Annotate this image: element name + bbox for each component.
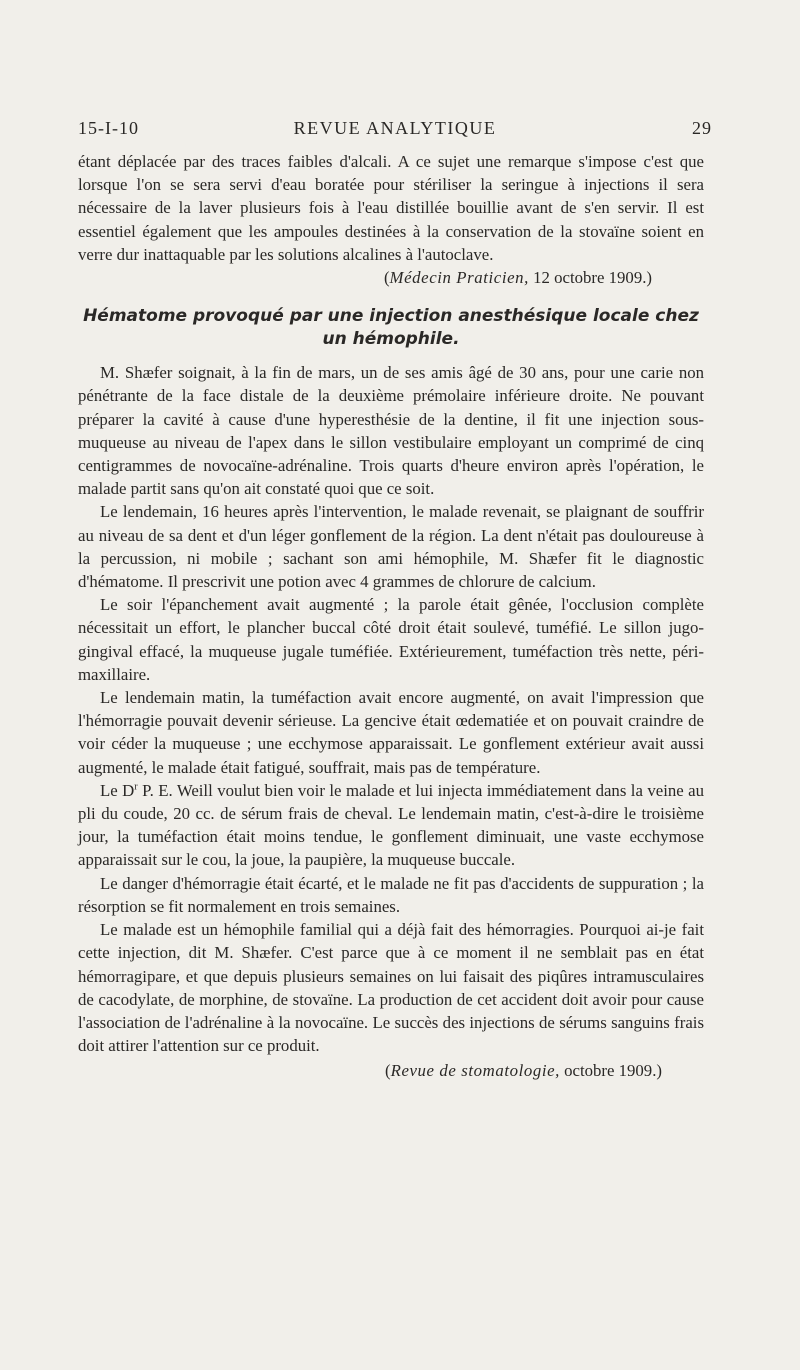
page-number: 29 <box>692 118 712 138</box>
article-paragraph: Le lendemain matin, la tuméfaction avait encore augmenté, on avait l'impression que l'hémorragie pouvait devenir sérieuse. La gencive était œdematiée et on pouvait craindre de voir céder la muqueuse ; une ecchymose apparaissait. Le gonflement extérieur avait aussi augmenté, le malade était fatigué, souffrait, mais pas de température. <box>78 688 704 777</box>
page-body <box>78 150 704 1083</box>
article-paragraph <box>78 779 704 872</box>
doctor-sup: r <box>134 781 138 793</box>
previous-article-source: (Médecin Praticien, 12 octobre 1909.) <box>383 268 652 288</box>
paragraph-text: Weill voulut bien voir le malade et lui injecta immédiatement dans la veine au pli du coude, 20 cc. de sérum frais de cheval. Le lendemain matin, c'est-à-dire le troisième jour, la tuméfaction était moins tendue, le gonflement diminuait, une vaste ecchymose apparaissait sur le cou, la joue, la paupière, la muqueuse buccale. <box>78 780 705 870</box>
journal-title: REVUE ANALYTIQUE <box>293 118 497 138</box>
article-paragraph: Le danger d'hémorragie était écarté, et le malade ne fit pas d'accidents de suppuration ; la résorption se fit normalement en trois semaines. <box>78 873 704 916</box>
previous-article-paragraph: étant déplacée par des traces faibles d'alcali. A ce sujet une remarque s'impose c'est que lorsque l'on se sera servi d'eau boratée pour stériliser la seringue à injections il sera nécessaire de la laver plusieurs fois à l'eau distillée bouillie avant de s'en servir. Il est essentiel également que les ampoules destinées à la conservation de la stovaïne soient en verre dur inattaquable par les solutions alcalines à l'autoclave. <box>78 152 704 264</box>
doctor-initials: P. E. <box>142 780 173 800</box>
running-head <box>78 118 712 144</box>
doctor-prefix: Le D <box>100 780 135 800</box>
article-source-title: Revue de stomatologie, <box>390 1061 560 1081</box>
issue-date: 15-I-10 <box>78 118 139 138</box>
article-paragraph: M. Shæfer soignait, à la fin de mars, un de ses amis âgé de 30 ans, pour une carie non pénétrante de la face distale de la deuxième prémolaire inférieure droite. Ne pouvant préparer la cavité à cause d'une hyperesthésie de la dentine, il fit une injection sous-muqueuse au niveau de l'apex dans le sillon vestibulaire employant un comprimé de cinq centigrammes de novocaïne-adrénaline. Trois quarts d'heure environ après l'opération, le malade partit sans qu'on ait constaté quoi que ce soit. <box>78 363 704 499</box>
previous-source-date: 12 octobre 1909.) <box>533 268 652 288</box>
article-title: Hématome provoqué par une injection anesthésique locale chez un hémophile. <box>83 306 699 350</box>
article-source-date: octobre 1909.) <box>564 1061 662 1081</box>
article-source: (Revue de stomatologie, octobre 1909.) <box>385 1061 662 1081</box>
article-paragraph: Le soir l'épanchement avait augmenté ; la parole était gênée, l'occlusion complète nécessitait un effort, le plancher buccal côté droit était soulevé, tuméfié. Le sillon jugo-gingival effacé, la muqueuse jugale tuméfiée. Extérieurement, tuméfaction très nette, péri-maxillaire. <box>78 595 704 684</box>
previous-source-title: Médecin Praticien, <box>389 268 529 288</box>
article-paragraph: Le malade est un hémophile familial qui a déjà fait des hémorragies. Pourquoi ai-je fait cette injection, dit M. Shæfer. C'est parce que à ce moment il ne semblait pas en état hémorragipare, et que depuis plusieurs semaines on lui faisait des piqûres intramusculaires de cacodylate, de morphine, de stovaïne. La production de cet accident doit avoir pour cause l'association de l'adrénaline à la novocaïne. Le succès des injections de sérums sanguins frais doit attirer l'attention sur ce produit. <box>78 920 704 1056</box>
article-paragraph: Le lendemain, 16 heures après l'intervention, le malade revenait, se plaignant de souffrir au niveau de sa dent et d'un léger gonflement de la région. La dent n'était pas douloureuse à la percussion, ni mobile ; sachant son ami hémophile, M. Shæfer fit le diagnostic d'hématome. Il prescrivit une potion avec 4 grammes de chlorure de calcium. <box>78 502 704 592</box>
